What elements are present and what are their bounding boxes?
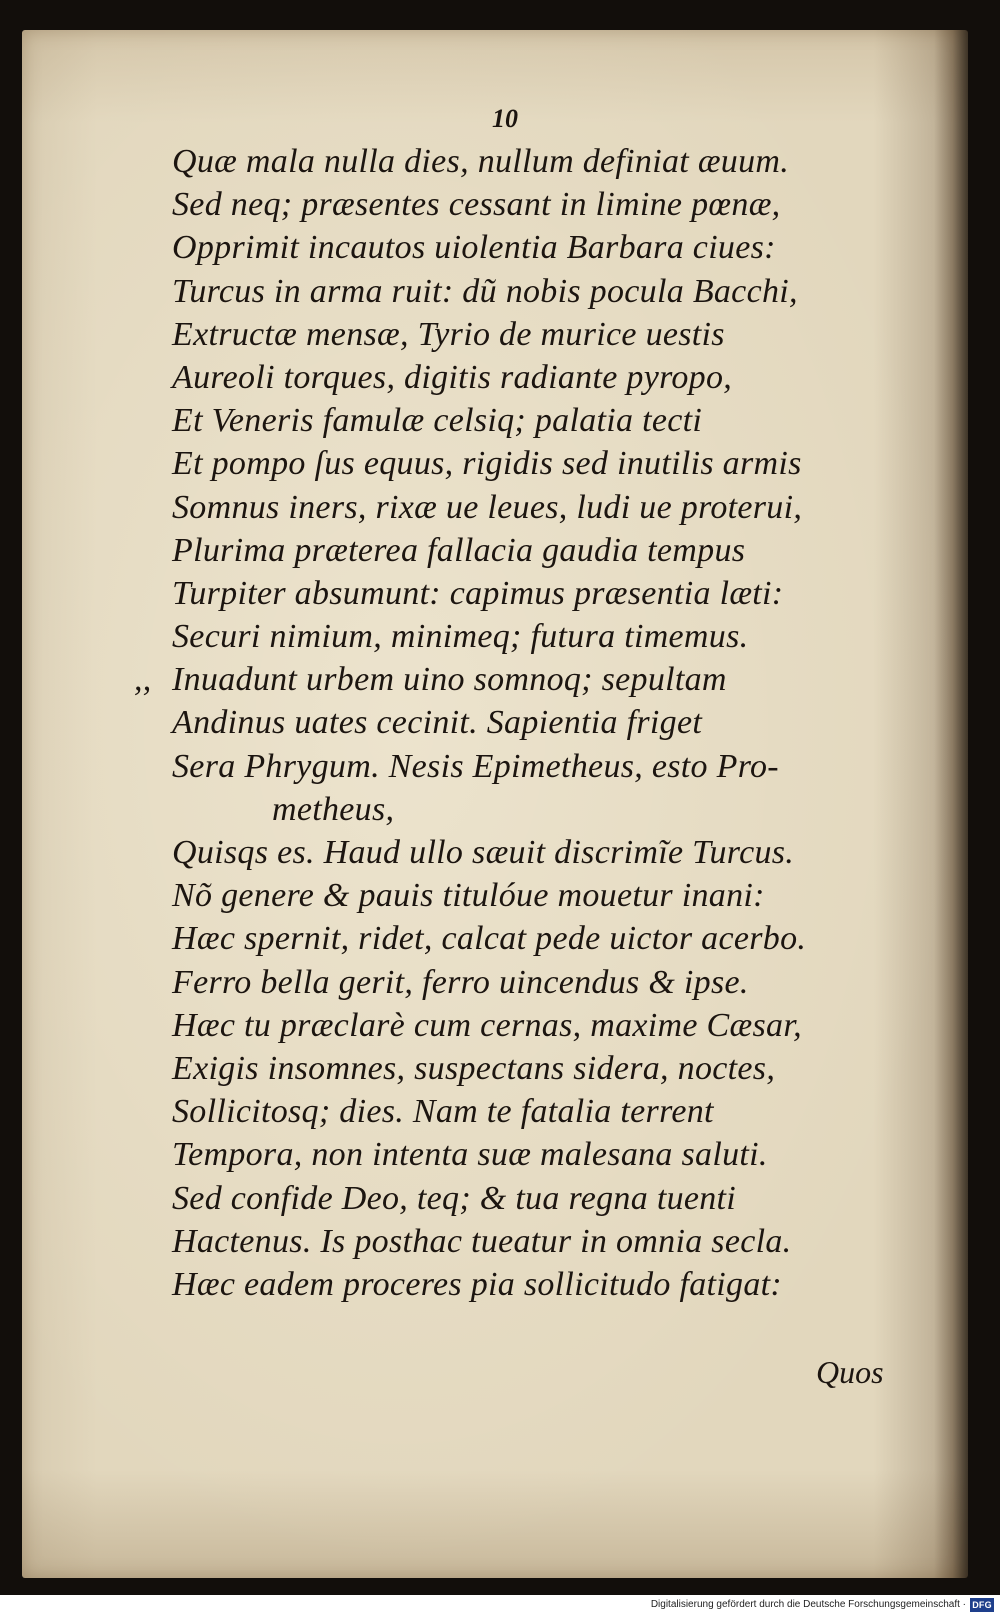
verse-line	[172, 961, 912, 1004]
verse-line-text: Exigis insomnes, suspectans sidera, noctes,	[172, 1049, 776, 1087]
verse-line	[172, 529, 912, 572]
verse-line-text: Tempora, non intenta suæ malesana saluti.	[172, 1136, 768, 1174]
verse-line-text: Hæc spernit, ridet, calcat pede uictor acerbo.	[172, 920, 807, 958]
verse-line	[172, 1090, 912, 1133]
verse-line-text: Et Veneris famulæ celsiq; palatia tecti	[172, 402, 703, 440]
verse-line-text: Securi nimium, minimeq; futura timemus.	[172, 618, 749, 656]
verse-line	[172, 226, 912, 269]
verse-line-text: Aureoli torques, digitis radiante pyropo,	[172, 358, 733, 396]
quotation-marker: ,,	[134, 661, 152, 699]
verse-line-text: Nõ genere & pauis titulóue mouetur inani:	[172, 877, 765, 915]
verse-line-text: Quæ mala nulla dies, nullum definiat æuum.	[172, 143, 790, 180]
verse-line-text: Ferro bella gerit, ferro uincendus & ipse.	[172, 963, 749, 1001]
verse-line	[172, 572, 912, 615]
verse-text-block	[134, 140, 912, 1306]
verse-line	[172, 831, 912, 874]
page-number: 10	[492, 104, 518, 133]
verse-line-text: Somnus iners, rixæ ue leues, ludi ue proterui,	[172, 488, 803, 526]
verse-line-text: Inuadunt urbem uino somnoq; sepultam	[172, 661, 727, 699]
digitization-footer	[0, 1595, 1000, 1617]
verse-line	[172, 486, 912, 529]
verse-line	[172, 874, 912, 917]
verse-line	[172, 1177, 912, 1220]
verse-line	[172, 917, 912, 960]
verse-line-text: Sed neq; præsentes cessant in limine pœnæ,	[172, 186, 781, 224]
verse-line-text: Sollicitosq; dies. Nam te fatalia terrent	[172, 1093, 714, 1131]
verse-line-text: Quisqs es. Haud ullo sæuit discrimĩe Turcus.	[172, 834, 795, 871]
verse-line	[172, 1133, 912, 1176]
verse-line	[172, 788, 912, 831]
verse-line-text: Sera Phrygum. Nesis Epimetheus, esto Pro-	[172, 747, 779, 785]
verse-line-text: Hæc eadem proceres pia sollicitudo fatigat:	[172, 1265, 783, 1303]
verse-line-text: Sed confide Deo, teq; & tua regna tuenti	[172, 1179, 737, 1217]
verse-line	[172, 356, 912, 399]
verse-line	[172, 313, 912, 356]
verse-line	[172, 183, 912, 226]
verse-line-text: Plurima præterea fallacia gaudia tempus	[172, 531, 746, 569]
verse-line	[172, 1047, 912, 1090]
verse-line	[172, 1004, 912, 1047]
verse-line	[172, 1263, 912, 1306]
verse-line-text: Turcus in arma ruit: dũ nobis pocula Bacchi,	[172, 272, 798, 310]
verse-line	[172, 615, 912, 658]
verse-line-text: Turpiter absumunt: capimus præsentia læti:	[172, 574, 784, 612]
page-gutter-shadow	[934, 30, 968, 1578]
verse-line	[172, 442, 912, 485]
verse-line	[172, 399, 912, 442]
verse-line	[172, 270, 912, 313]
verse-line	[172, 745, 912, 788]
catchword: Quos	[816, 1354, 884, 1390]
verse-line-text: Et pompo ſus equus, rigidis sed inutilis armis	[172, 445, 802, 483]
funding-credit: Digitalisierung gefördert durch die Deutsche Forschungsgemeinschaft ·	[650, 1599, 966, 1610]
verse-line-text: Hæc tu præclarè cum cernas, maxime Cæsar,	[172, 1006, 802, 1044]
verse-line	[172, 140, 912, 183]
verse-line	[134, 658, 912, 701]
verse-line-text: metheus,	[272, 790, 395, 828]
verse-line-text: Andinus uates cecinit. Sapientia friget	[172, 704, 703, 742]
verse-line-text: Hactenus. Is posthac tueatur in omnia secla.	[172, 1222, 792, 1260]
verse-line-text: Opprimit incautos uiolentia Barbara ciues:	[172, 229, 776, 267]
verse-line	[172, 701, 912, 744]
verse-line-text: Extructæ mensæ, Tyrio de murice uestis	[172, 315, 725, 353]
verse-line	[172, 1220, 912, 1263]
dfg-logo: DFG	[970, 1598, 994, 1612]
